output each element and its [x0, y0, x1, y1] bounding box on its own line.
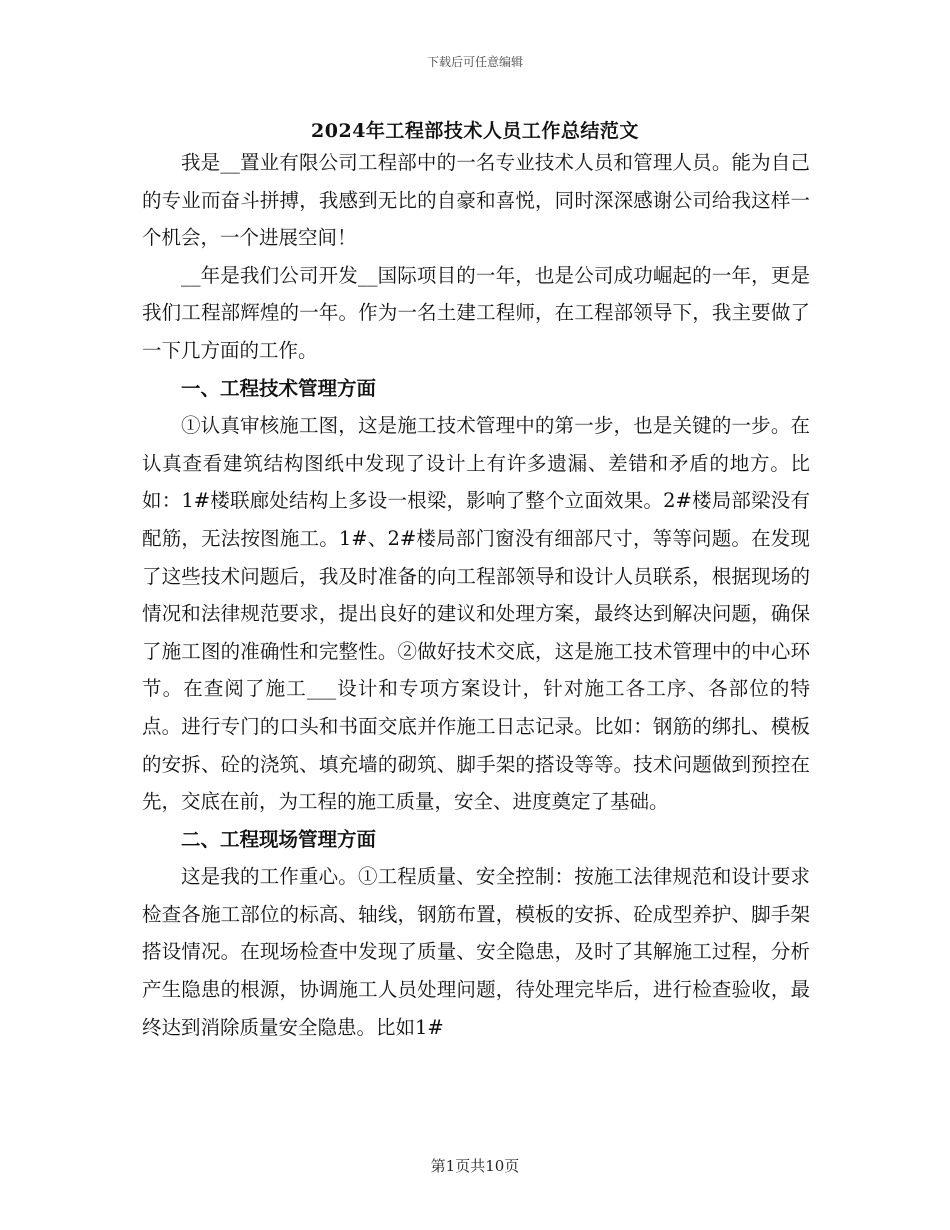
section-heading-site-management: 二、工程现场管理方面: [181, 827, 377, 851]
intro-paragraph: 我是__置业有限公司工程部中的一名专业技术人员和管理人员。能为自己的专业而奋斗拼搏，我感到无比的自豪和喜悦，同时深深感谢公司给我这样一个机会，一个进展空间！: [142, 151, 810, 250]
page-number: 第1页共10页: [430, 1157, 520, 1175]
section-body-technical-management: ①认真审核施工图，这是施工技术管理中的第一步，也是关键的一步。在认真查看建筑结构图纸中发现了设计上有许多遗漏、差错和矛盾的地方。比如：1#楼联廊处结构上多设一根梁，影响了整个立面效果。2#楼局部梁没有配筋，无法按图施工。1#、2#楼局部门窗没有细部尺寸，等等问题。在发现了这些技术问题后，我及时准备的向工程部领导和设计人员联系，根据现场的情况和法律规范要求，提出良好的建议和处理方案，最终达到解决问题，确保了施工图的准确性和完整性。②做好技术交底，这是施工技术管理中的中心环节。在查阅了施工___设计和专项方案设计，针对施工各工序、各部位的特点。进行专门的口头和书面交底并作施工日志记录。比如：钢筋的绑扎、模板的安拆、砼的浇筑、填充墙的砌筑、脚手架的搭设等等。技术问题做到预控在先，交底在前，为工程的施工质量，安全、进度奠定了基础。: [142, 414, 810, 814]
header-note: 下载后可任意编辑: [426, 55, 523, 69]
document-title: 2024年工程部技术人员工作总结范文: [311, 120, 639, 142]
year-summary-paragraph: __年是我们公司开发__国际项目的一年，也是公司成功崛起的一年，更是我们工程部辉煌的一年。作为一名土建工程师，在工程部领导下，我主要做了一下几方面的工作。: [142, 263, 810, 362]
section-body-site-management: 这是我的工作重心。①工程质量、安全控制：按施工法律规范和设计要求检查各施工部位的标高、轴线，钢筋布置，模板的安拆、砼成型养护、脚手架搭设情况。在现场检查中发现了质量、安全隐患，及时了其解施工过程，分析产生隐患的根源，协调施工人员处理问题，待处理完毕后，进行检查验收，最终达到消除质量安全隐患。比如1#: [142, 865, 810, 1039]
section-heading-technical-management: 一、工程技术管理方面: [181, 376, 377, 400]
document-body: [142, 144, 810, 1046]
